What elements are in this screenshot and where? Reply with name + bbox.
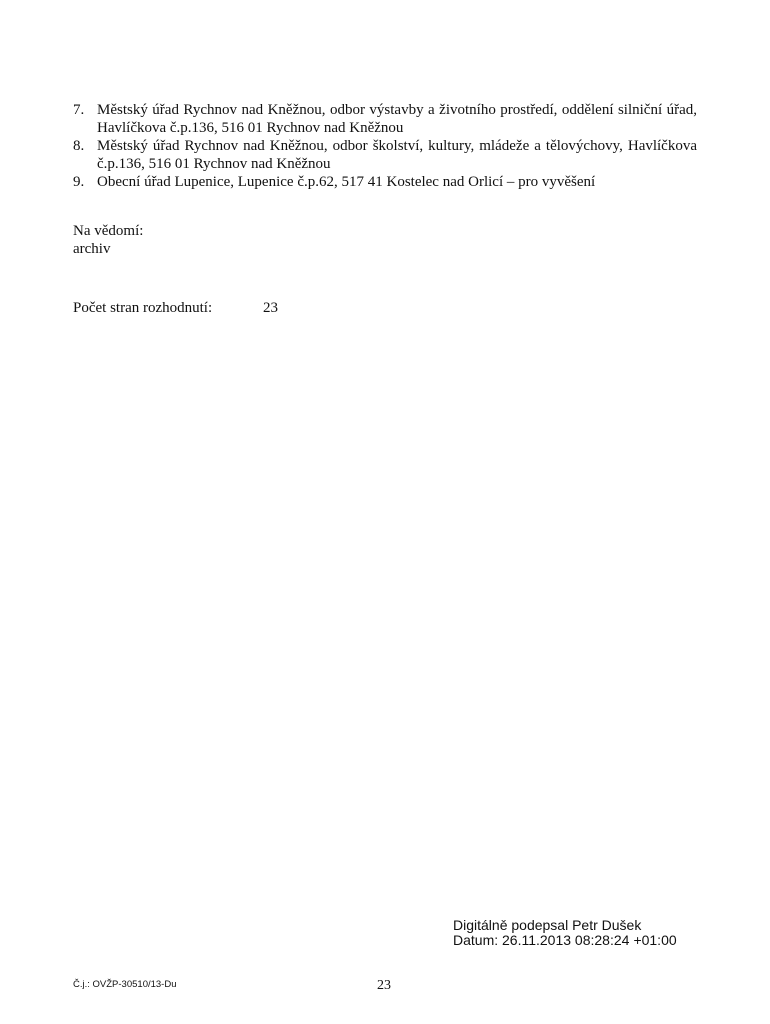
list-item [73, 173, 697, 191]
list-item-text: Obecní úřad Lupenice, Lupenice č.p.62, 517 41 Kostelec nad Orlicí – pro vyvěšení [97, 174, 596, 190]
page-count-section [73, 299, 278, 317]
na-vedomi-section [73, 222, 143, 258]
recipient-list [73, 101, 697, 191]
list-item-text: Městský úřad Rychnov nad Kněžnou, odbor školství, kultury, mládeže a tělovýchovy, Havlíčkova č.p.136, 516 01 Rychnov nad Kněžnou [97, 138, 697, 172]
list-item-number: 9. [73, 174, 85, 190]
page-number: 23 [377, 978, 391, 993]
document-reference: Č.j.: OVŽP-30510/13-Du [73, 979, 177, 990]
signature-signer: Digitálně podepsal Petr Dušek [453, 917, 642, 933]
list-item [73, 101, 697, 137]
list-item-text: Městský úřad Rychnov nad Kněžnou, odbor výstavby a životního prostředí, oddělení silniční úřad, Havlíčkova č.p.136, 516 01 Rychnov nad Kněžnou [97, 102, 697, 136]
list-item-number: 8. [73, 138, 85, 154]
na-vedomi-heading: Na vědomí: [73, 223, 144, 239]
list-item-number: 7. [73, 102, 85, 118]
page-count-label: Počet stran rozhodnutí: [73, 300, 213, 316]
signature-timezone: +01:00 [633, 932, 677, 948]
na-vedomi-item: archiv [73, 241, 111, 257]
signature-date-line [453, 933, 677, 948]
signature-date: Datum: 26.11.2013 08:28:24 [453, 932, 630, 948]
page-count-value: 23 [263, 300, 278, 316]
list-item [73, 137, 697, 173]
digital-signature [453, 918, 677, 948]
